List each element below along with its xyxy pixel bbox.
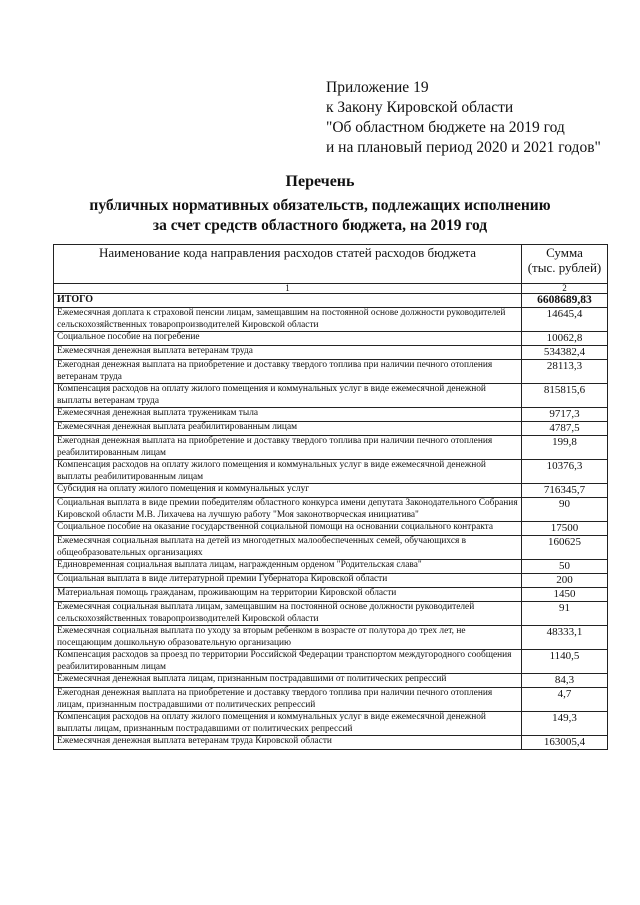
expense-name: Ежегодная денежная выплата на приобретение и доставку твердого топлива при наличии печного отопления ветеранам труда xyxy=(54,360,522,384)
expense-name: Материальная помощь гражданам, проживающим на территории Кировской области xyxy=(54,588,522,602)
amount-value: 815815,6 xyxy=(521,384,607,408)
expense-name: Ежемесячная социальная выплата на детей из многодетных малообеспеченных семей, обучающихся в общеобразовательных организациях xyxy=(54,536,522,560)
table-header-row xyxy=(54,245,608,284)
appendix-block xyxy=(326,78,601,158)
expense-name: Ежемесячная доплата к страховой пенсии лицам, замещавшим на постоянной основе должности руководителей сельскохозяйственных товаропроизводителей Кировской области xyxy=(54,308,522,332)
amount-value: 1140,5 xyxy=(521,650,607,674)
amount-value: 17500 xyxy=(521,522,607,536)
table-row xyxy=(54,560,608,574)
expense-name: Ежемесячная денежная выплата ветеранам труда Кировской области xyxy=(54,736,522,750)
appendix-line: Приложение 19 xyxy=(326,79,429,96)
expense-name: Ежегодная денежная выплата на приобретение и доставку твердого топлива при наличии печного отопления лицам, признанным пострадавшими от политических репрессий xyxy=(54,688,522,712)
expense-name: Социальная выплата в виде литературной премии Губернатора Кировской области xyxy=(54,574,522,588)
expense-name: Единовременная социальная выплата лицам, награжденным орденом "Родительская слава" xyxy=(54,560,522,574)
column-number: 2 xyxy=(521,284,607,294)
table-row xyxy=(54,346,608,360)
table-row xyxy=(54,332,608,346)
column-number: 1 xyxy=(54,284,522,294)
amount-value: 200 xyxy=(521,574,607,588)
amount-value: 4,7 xyxy=(521,688,607,712)
amount-value: 1450 xyxy=(521,588,607,602)
amount-value: 50 xyxy=(521,560,607,574)
table-row xyxy=(54,384,608,408)
expense-name: Ежемесячная социальная выплата лицам, замещавшим на постоянной основе должности руководителей сельскохозяйственных товаропроизводителей Кировской области xyxy=(54,602,522,626)
amount-value: 10376,3 xyxy=(521,460,607,484)
expense-name: Ежемесячная денежная выплата реабилитированным лицам xyxy=(54,422,522,436)
amount-value: 91 xyxy=(521,602,607,626)
amount-value: 716345,7 xyxy=(521,484,607,498)
expense-name: Ежемесячная денежная выплата труженикам тыла xyxy=(54,408,522,422)
amount-value: 84,3 xyxy=(521,674,607,688)
amount-value: 48333,1 xyxy=(521,626,607,650)
table-row xyxy=(54,688,608,712)
amount-value: 149,3 xyxy=(521,712,607,736)
column-number-row xyxy=(54,284,608,294)
table-row xyxy=(54,436,608,460)
document-title: Перечень xyxy=(285,173,355,190)
table-row xyxy=(54,712,608,736)
total-row xyxy=(54,294,608,308)
table-row xyxy=(54,588,608,602)
amount-value: 160625 xyxy=(521,536,607,560)
table-row xyxy=(54,360,608,384)
expense-name: Ежегодная денежная выплата на приобретение и доставку твердого топлива при наличии печного отопления реабилитированным лицам xyxy=(54,436,522,460)
expense-name: Ежемесячная денежная выплата лицам, признанным пострадавшими от политических репрессий xyxy=(54,674,522,688)
column-header-amount-line2: (тыс. рублей) xyxy=(527,260,602,275)
expense-name: Компенсация расходов за проезд по территории Российской Федерации транспортом междугородного сообщения реабилитированным лицам xyxy=(54,650,522,674)
amount-value: 9717,3 xyxy=(521,408,607,422)
total-label: ИТОГО xyxy=(54,294,522,308)
amount-value: 14645,4 xyxy=(521,308,607,332)
amount-value: 90 xyxy=(521,498,607,522)
expense-name: Ежемесячная социальная выплата по уходу за вторым ребенком в возрасте от полутора до трех лет, не посещающим дошкольную образовательную организацию xyxy=(54,626,522,650)
appendix-line: к Закону Кировской области xyxy=(326,99,514,116)
total-value: 6608689,83 xyxy=(521,294,607,308)
table-row xyxy=(54,498,608,522)
column-header-amount-line1: Сумма xyxy=(546,245,583,260)
document-subtitle-line-2: за счет средств областного бюджета, на 2019 год xyxy=(152,217,488,234)
table-row xyxy=(54,574,608,588)
budget-table xyxy=(53,244,608,750)
document-subtitle-line-1: публичных нормативных обязательств, подлежащих исполнению xyxy=(89,197,551,214)
expense-name: Ежемесячная денежная выплата ветеранам труда xyxy=(54,346,522,360)
table-row xyxy=(54,308,608,332)
appendix-line: "Об областном бюджете на 2019 год xyxy=(326,119,565,136)
amount-value: 199,8 xyxy=(521,436,607,460)
expense-name: Социальное пособие на оказание государственной социальной помощи на основании социального контракта xyxy=(54,522,522,536)
expense-name: Компенсация расходов на оплату жилого помещения и коммунальных услуг в виде ежемесячной денежной выплаты ветеранам труда xyxy=(54,384,522,408)
table-row xyxy=(54,408,608,422)
table-row xyxy=(54,674,608,688)
expense-name: Компенсация расходов на оплату жилого помещения и коммунальных услуг в виде ежемесячной денежной выплаты реабилитированным лицам xyxy=(54,460,522,484)
column-header-name: Наименование кода направления расходов статей расходов бюджета xyxy=(54,245,522,284)
table-row xyxy=(54,484,608,498)
amount-value: 10062,8 xyxy=(521,332,607,346)
expense-name: Субсидия на оплату жилого помещения и коммунальных услуг xyxy=(54,484,522,498)
table-row xyxy=(54,650,608,674)
table-row xyxy=(54,536,608,560)
expense-name: Социальная выплата в виде премии победителям областного конкурса имени депутата Законодательного Собрания Кировской области М.В. Лихачева на лучшую работу "Моя законотворческая инициатива" xyxy=(54,498,522,522)
table-row xyxy=(54,460,608,484)
amount-value: 534382,4 xyxy=(521,346,607,360)
appendix-line: и на плановый период 2020 и 2021 годов" xyxy=(326,139,601,156)
amount-value: 163005,4 xyxy=(521,736,607,750)
table-row xyxy=(54,422,608,436)
amount-value: 28113,3 xyxy=(521,360,607,384)
table-row xyxy=(54,736,608,750)
expense-name: Компенсация расходов на оплату жилого помещения и коммунальных услуг в виде ежемесячной денежной выплаты лицам, признанным пострадавшими от политических репрессий xyxy=(54,712,522,736)
table-row xyxy=(54,626,608,650)
table-row xyxy=(54,522,608,536)
amount-value: 4787,5 xyxy=(521,422,607,436)
column-header-amount xyxy=(521,245,607,284)
expense-name: Социальное пособие на погребение xyxy=(54,332,522,346)
table-row xyxy=(54,602,608,626)
